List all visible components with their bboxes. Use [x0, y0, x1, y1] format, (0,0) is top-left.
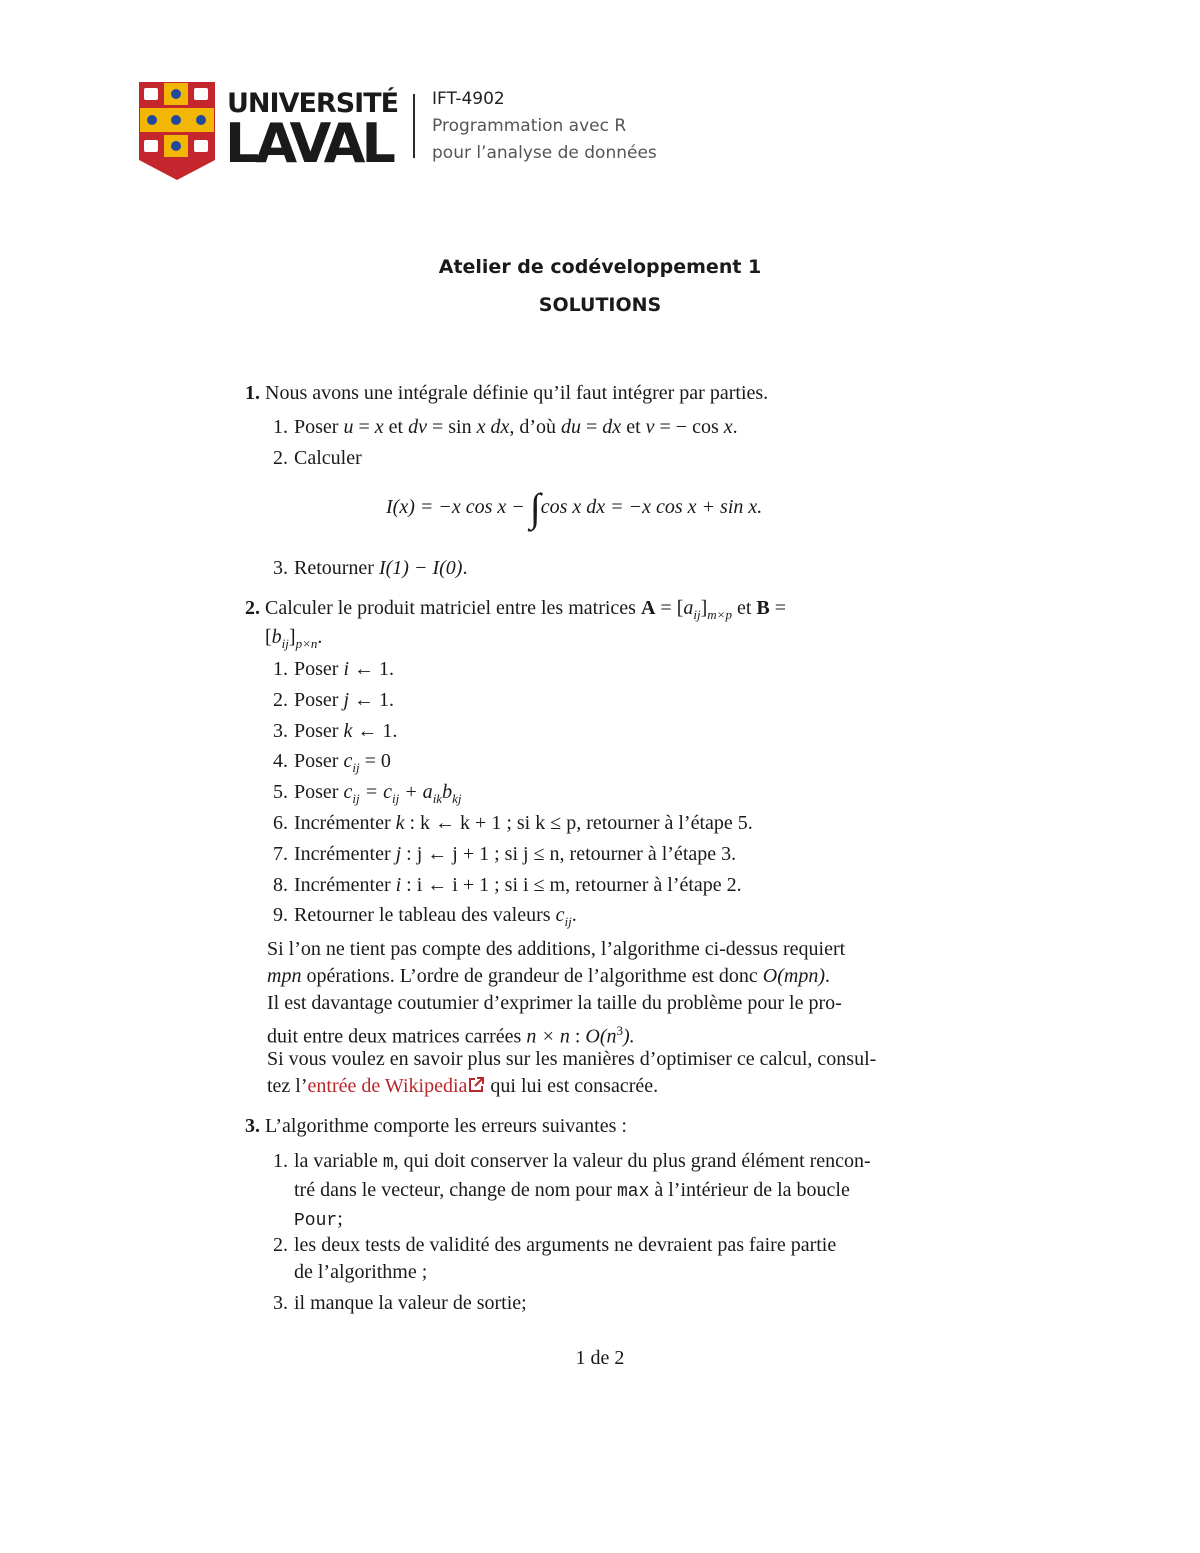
text-span: la variable	[294, 1150, 383, 1172]
q3-item1	[294, 1148, 964, 1235]
math-span: x dx	[476, 416, 510, 438]
text-span: ]	[288, 626, 296, 648]
text-span: tré dans le vecteur, change de nom pour	[294, 1179, 617, 1201]
text-span: .	[462, 557, 468, 579]
math-span: = −x cos x −	[414, 496, 530, 518]
text-span: = [	[655, 597, 684, 619]
text-span: .	[732, 416, 738, 438]
math-span: j	[343, 689, 350, 711]
math-span: dv	[408, 416, 427, 438]
math-span: c	[343, 781, 353, 803]
math-subscript: kj	[452, 791, 462, 806]
math-span: = c	[359, 781, 392, 803]
math-span: mpn	[267, 965, 302, 987]
text-span: Poser	[294, 720, 344, 742]
text-span: Retourner le tableau des valeurs	[294, 904, 556, 926]
paragraph-line: Il est davantage coutumier d’exprimer la taille du problème pour le pro-	[267, 992, 842, 1014]
math-subscript: m×p	[707, 607, 732, 622]
matrix-symbol: A	[640, 597, 656, 619]
text-span: .	[317, 626, 323, 648]
text-span: opérations. L’ordre de grandeur de l’algorithme est donc	[301, 965, 763, 987]
q2-step	[294, 810, 753, 836]
text-span: qui lui est consacrée.	[485, 1075, 659, 1097]
text-span: =	[769, 597, 787, 619]
q2-step	[294, 841, 736, 867]
text-span: Retourner	[294, 557, 379, 579]
math-span: k	[343, 720, 353, 742]
external-link-icon[interactable]	[467, 1075, 485, 1102]
q2-text-line2	[265, 624, 322, 657]
q3-item2	[294, 1232, 964, 1286]
math-subscript: p×n	[295, 636, 318, 651]
q2-step	[294, 656, 394, 682]
math-span: n × n	[526, 1025, 570, 1048]
math-span: c	[343, 750, 353, 772]
text-span: ← 1.	[349, 658, 395, 680]
q2-step	[294, 872, 742, 898]
text-span: et	[383, 416, 409, 438]
text-span: .	[825, 965, 830, 987]
q2-step-number: 3.	[273, 720, 288, 742]
q3-item2-number: 2.	[273, 1234, 288, 1256]
text-span: ]	[700, 597, 708, 619]
math-span: v	[645, 416, 655, 438]
text-span: Calculer le produit matriciel entre les matrices	[265, 597, 641, 619]
paragraph-line	[294, 1206, 964, 1235]
math-span: c	[555, 904, 565, 926]
q1-step3-number: 3.	[273, 557, 288, 579]
text-span: , d’où	[509, 416, 562, 438]
q3-item3-number: 3.	[273, 1292, 288, 1314]
course-title-line1: Programmation avec R	[432, 116, 627, 136]
text-span: Poser	[294, 416, 344, 438]
paragraph-line	[267, 963, 967, 990]
q2-step	[294, 902, 577, 935]
text-span: duit entre deux matrices carrées	[267, 1025, 527, 1048]
integration-equation	[386, 485, 763, 530]
text-span: .	[571, 904, 577, 926]
course-info	[432, 86, 657, 167]
text-span: et	[621, 416, 646, 438]
paragraph-line: Si vous voulez en savoir plus sur les manières d’optimiser ce calcul, consul-	[267, 1048, 877, 1070]
math-span: I(1) − I(0)	[378, 557, 463, 579]
text-span: Poser	[294, 750, 344, 772]
matrix-symbol: B	[756, 597, 770, 619]
paragraph-line	[294, 1148, 964, 1177]
q2-step	[294, 718, 397, 744]
math-span: O(n	[585, 1025, 617, 1048]
math-span: k	[395, 812, 405, 834]
paragraph-line	[294, 1177, 964, 1206]
math-span: O(mpn)	[762, 965, 825, 987]
math-span: du	[561, 416, 582, 438]
text-span: =	[353, 416, 375, 438]
text-span: Poser	[294, 689, 344, 711]
math-subscript: ij	[564, 914, 572, 929]
math-span: j	[395, 843, 402, 865]
text-span: = 0	[359, 750, 391, 772]
text-span: ← 1.	[349, 689, 395, 711]
q3-item3: il manque la valeur de sortie;	[294, 1292, 527, 1314]
math-span: x	[723, 416, 733, 438]
code-span: max	[616, 1182, 650, 1202]
text-span: : i ← i + 1 ; si i ≤ m, retourner à l’étape 2.	[401, 874, 742, 896]
math-span: b	[271, 626, 282, 648]
text-span: Incrémenter	[294, 843, 396, 865]
logo-wordmark-top: UNIVERSITÉ	[227, 88, 399, 119]
q2-step-number: 4.	[273, 750, 288, 772]
text-span: , qui doit conserver la valeur du plus grand élément rencon-	[393, 1150, 871, 1172]
q2-step-number: 8.	[273, 874, 288, 896]
text-span: Poser	[294, 658, 344, 680]
paragraph-line: Si l’on ne tient pas compte des additions, l’algorithme ci-dessus requiert	[267, 938, 846, 960]
code-span: Pour	[294, 1211, 338, 1231]
q2-step	[294, 779, 461, 812]
q2-step-number: 7.	[273, 843, 288, 865]
text-span: à l’intérieur de la boucle	[649, 1179, 850, 1201]
q2-step	[294, 687, 394, 713]
course-code: IFT-4902	[432, 89, 505, 109]
math-span: b	[442, 781, 453, 803]
text-span: = − cos	[654, 416, 724, 438]
q1-number: 1.	[245, 382, 260, 404]
math-subscript: ij	[281, 636, 289, 651]
math-subscript: ik	[432, 791, 443, 806]
paragraph-line: les deux tests de validité des arguments ne devraient pas faire partie	[294, 1234, 837, 1256]
university-logo	[137, 80, 399, 184]
math-subscript: ij	[352, 791, 360, 806]
q2-number: 2.	[245, 597, 260, 619]
math-superscript: 3	[616, 1023, 623, 1038]
text-span: Incrémenter	[294, 874, 396, 896]
q2-wikipedia-paragraph	[267, 1046, 967, 1102]
q3-number: 3.	[245, 1115, 260, 1137]
math-span: I(x)	[386, 496, 415, 518]
q1-step2-number: 2.	[273, 447, 288, 469]
q1-step1	[294, 414, 738, 440]
math-span: a	[683, 597, 694, 619]
code-span: m	[382, 1153, 394, 1173]
q2-step-number: 1.	[273, 658, 288, 680]
q1-step2: Calculer	[294, 447, 362, 469]
math-span: i	[343, 658, 350, 680]
q2-step-number: 6.	[273, 812, 288, 834]
q2-step-number: 5.	[273, 781, 288, 803]
q3-text: L’algorithme comporte les erreurs suivantes :	[265, 1115, 627, 1137]
text-span: ;	[337, 1208, 343, 1230]
text-span: =	[581, 416, 603, 438]
math-subscript: ij	[693, 607, 701, 622]
document-subtitle: SOLUTIONS	[538, 294, 662, 316]
text-span: : j ← j + 1 ; si j ≤ n, retourner à l’étape 3.	[401, 843, 737, 865]
q3-item1-number: 1.	[273, 1150, 288, 1172]
q1-text: Nous avons une intégrale définie qu’il faut intégrer par parties.	[265, 382, 769, 404]
math-span: + a	[399, 781, 433, 803]
math-span: ).	[623, 1025, 635, 1048]
text-span: tez l’	[267, 1075, 308, 1097]
page-number: 1 de 2	[575, 1347, 625, 1369]
wikipedia-link[interactable]: entrée de Wikipedia	[307, 1075, 468, 1097]
paragraph-line	[267, 1073, 967, 1102]
document-title: Atelier de codéveloppement 1	[438, 256, 762, 278]
text-span: [	[265, 626, 272, 648]
q2-complexity-paragraph	[267, 936, 967, 1051]
q2-step	[294, 748, 391, 781]
paragraph-line: de l’algorithme ;	[294, 1261, 428, 1283]
math-span: u	[343, 416, 354, 438]
math-span: x	[374, 416, 384, 438]
text-span: et	[731, 597, 757, 619]
math-subscript: ij	[391, 791, 400, 806]
header-divider	[413, 94, 415, 158]
text-span: = sin	[426, 416, 477, 438]
text-span: Incrémenter	[294, 812, 396, 834]
q2-step-number: 9.	[273, 904, 288, 926]
text-span: Poser	[294, 781, 344, 803]
text-span: ← 1.	[352, 720, 398, 742]
logo-wordmark-bottom: LAVAL	[225, 112, 392, 175]
q1-step3	[294, 555, 467, 581]
text-span: :	[569, 1025, 586, 1048]
integral-sign: ∫	[529, 485, 541, 530]
q2-text-line1	[265, 595, 960, 628]
math-span: i	[395, 874, 402, 896]
math-span: cos x dx = −x cos x + sin x.	[540, 496, 763, 518]
q1-step1-number: 1.	[273, 416, 288, 438]
q2-step-number: 2.	[273, 689, 288, 711]
course-title-line2: pour l’analyse de données	[432, 143, 657, 163]
math-span: dx	[602, 416, 622, 438]
text-span: : k ← k + 1 ; si k ≤ p, retourner à l’étape 5.	[404, 812, 753, 834]
math-subscript: ij	[352, 760, 360, 775]
